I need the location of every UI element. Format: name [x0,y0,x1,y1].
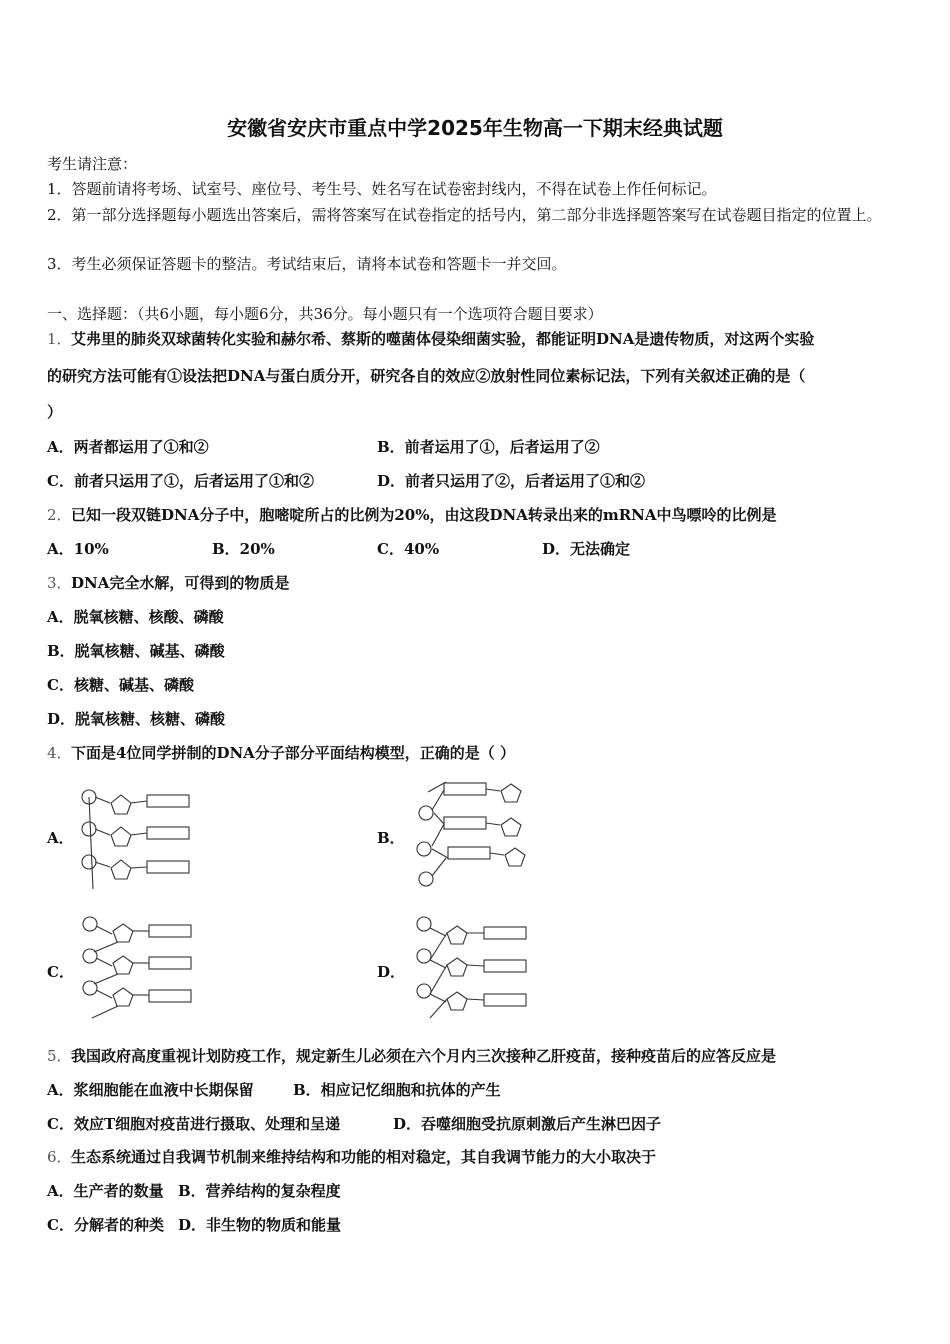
question-number: 6． [47,1148,72,1166]
section-heading: 一、选择题：（共6小题，每小题6分，共36分。每小题只有一个选项符合题目要求） [47,305,603,323]
question-number: 3． [47,574,72,592]
option-d[interactable]: D． [377,963,406,981]
notice-heading: 考生请注意： [47,155,138,173]
question-text: 生态系统通过自我调节机制来维持结构和功能的相对稳定，其自我调节能力的大小取决于 [71,1148,657,1166]
dna-model-b[interactable] [410,778,535,890]
question-text: 的研究方法可能有①设法把DNA与蛋白质分开，研究各自的效应②放射性同位素标记法，下列有关叙述正确的是（ [47,367,806,385]
question-number: 5． [47,1047,72,1065]
option-a[interactable]: A．浆细胞能在血液中长期保留 [47,1081,254,1099]
option-b[interactable]: B．营养结构的复杂程度 [178,1182,341,1200]
option-d[interactable]: D．脱氧核糖、核糖、磷酸 [47,710,226,728]
option-d[interactable]: D．非生物的物质和能量 [178,1216,342,1234]
notice-item: 1．答题前请将考场、试室号、座位号、考生号、姓名写在试卷密封线内，不得在试卷上作任何标记。 [47,180,717,198]
question-text: 已知一段双链DNA分子中，胞嘧啶所占的比例为20%，由这段DNA转录出来的mRNA中鸟嘌呤的比例是 [71,506,777,524]
question-text: ） [47,403,63,421]
option-c[interactable]: C．40% [377,540,440,558]
option-b[interactable]: B．脱氧核糖、碱基、磷酸 [47,642,225,660]
question-text: 我国政府高度重视计划防疫工作，规定新生儿必须在六个月内三次接种乙肝疫苗，接种疫苗后的应答反应是 [71,1047,777,1065]
option-d[interactable]: D．无法确定 [542,540,631,558]
notice-item: 2．第一部分选择题每小题选出答案后，需将答案写在试卷指定的括号内，第二部分非选择题答案写在试卷题目指定的位置上。 [47,206,882,224]
option-b[interactable]: B．前者运用了①，后者运用了② [377,438,600,456]
option-a[interactable]: A．10% [47,540,109,558]
option-c[interactable]: C．分解者的种类 [47,1216,164,1234]
option-a[interactable]: A．两者都运用了①和② [47,438,209,456]
option-c[interactable]: C．核糖、碱基、磷酸 [47,676,194,694]
option-c[interactable]: C．效应T细胞对疫苗进行摄取、处理和呈递 [47,1115,341,1133]
page-title: 安徽省安庆市重点中学2025年生物高一下期末经典试题 [227,116,723,140]
option-b[interactable]: B．相应记忆细胞和抗体的产生 [293,1081,501,1099]
option-c[interactable]: C．前者只运用了①，后者运用了①和② [47,472,314,490]
question-text: 艾弗里的肺炎双球菌转化实验和赫尔希、蔡斯的噬菌体侵染细菌实验，都能证明DNA是遗传物质，对这两个实验 [71,330,815,348]
question-text: 下面是4位同学拼制的DNA分子部分平面结构模型，正确的是（ ） [71,744,516,762]
option-b[interactable]: B． [377,829,405,847]
question-number: 1． [47,330,72,348]
option-a[interactable]: A． [47,829,74,847]
option-d[interactable]: D．吞噬细胞受抗原刺激后产生淋巴因子 [393,1115,662,1133]
option-d[interactable]: D．前者只运用了②，后者运用了①和② [377,472,646,490]
question-text: DNA完全水解，可得到的物质是 [71,574,290,592]
option-a[interactable]: A．脱氧核糖、核酸、磷酸 [47,608,224,626]
dna-model-d[interactable] [412,912,534,1024]
dna-model-a[interactable] [75,785,195,895]
notice-item: 3．考生必须保证答题卡的整洁。考试结束后，请将本试卷和答题卡一并交回。 [47,255,567,273]
question-number: 4． [47,744,72,762]
option-a[interactable]: A．生产者的数量 [47,1182,164,1200]
dna-model-c[interactable] [78,912,198,1024]
option-c[interactable]: C． [47,963,74,981]
option-b[interactable]: B．20% [212,540,275,558]
question-number: 2． [47,506,72,524]
